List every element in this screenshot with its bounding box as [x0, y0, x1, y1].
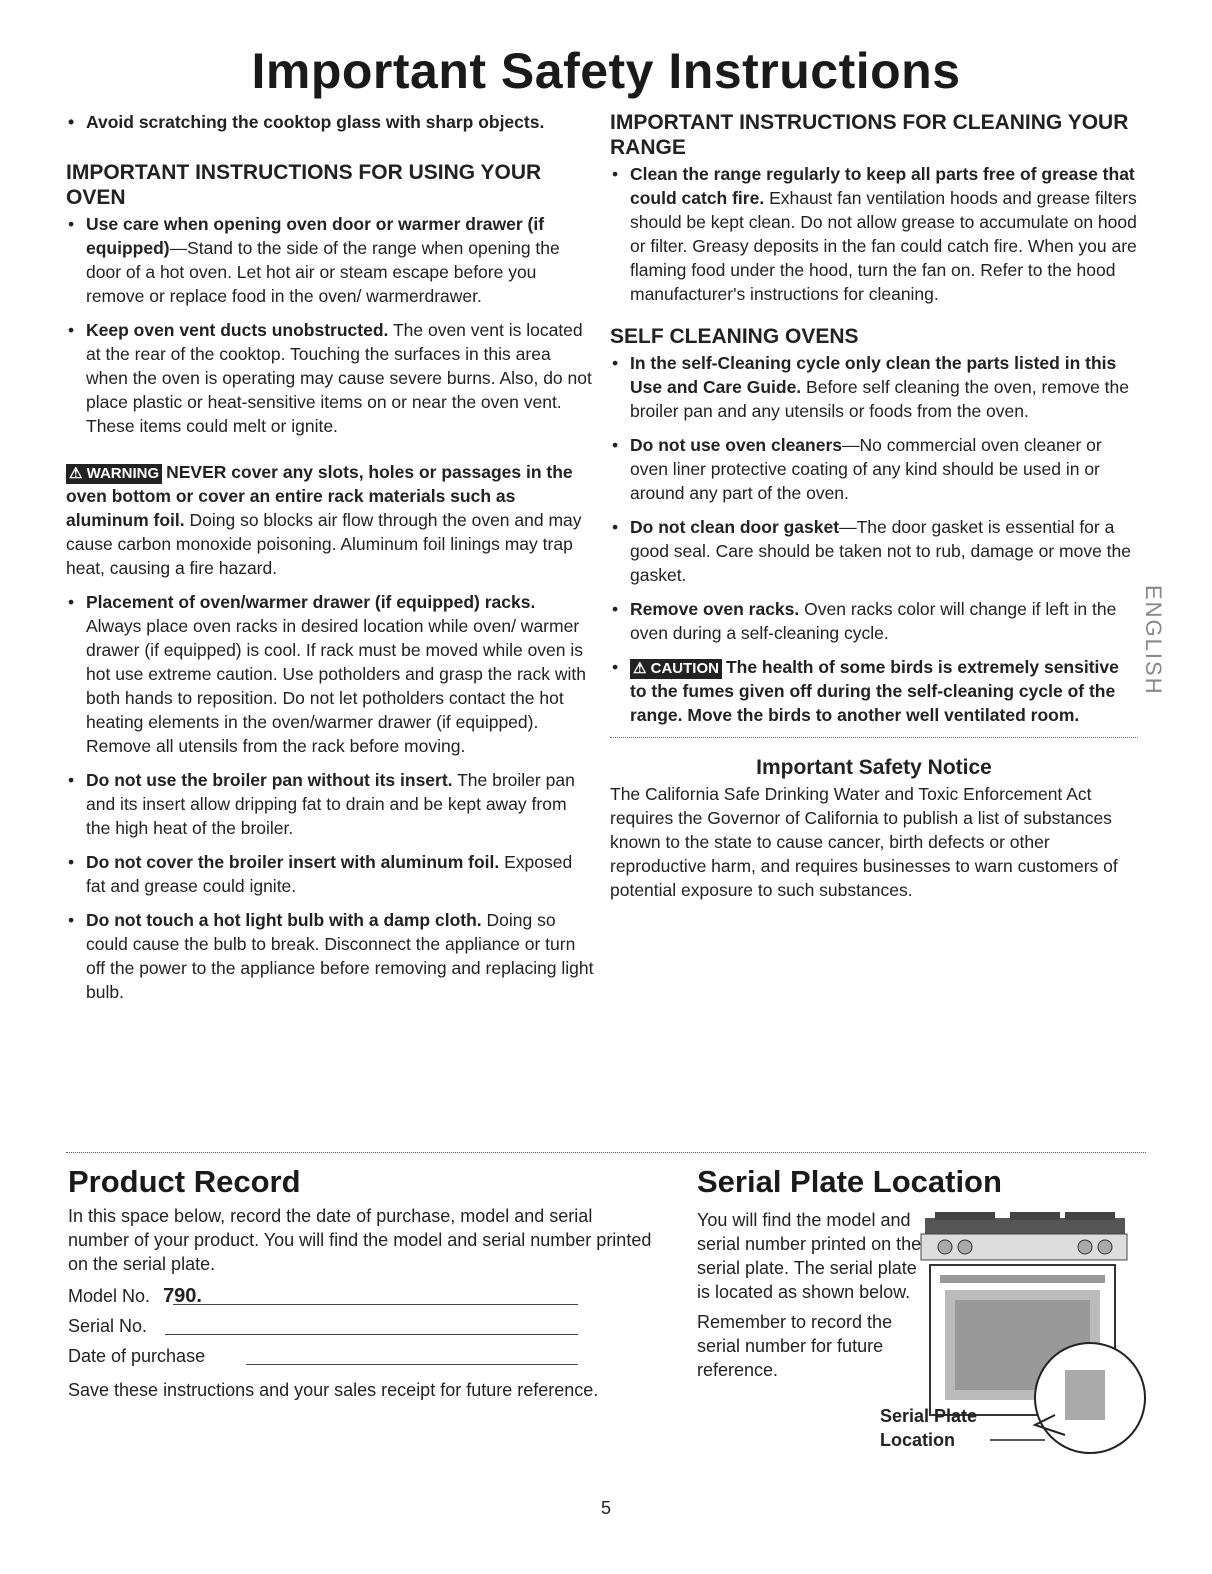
date-field[interactable]: Date of purchase [68, 1344, 578, 1374]
range-illustration [880, 1210, 1150, 1480]
left-column [66, 110, 594, 1014]
model-value: 790. [163, 1285, 202, 1307]
list-item: • Use care when opening oven door or warmer drawer (if equipped)—Stand to the side of the range when opening the door of a hot oven. Let hot air or steam escape before you remove or replace food in the oven/ warmerdrawer. [66, 212, 594, 308]
warning-badge: ⚠ WARNING [66, 464, 162, 484]
section-divider [66, 1152, 1146, 1153]
side-tab-label: ENGLISH [1141, 585, 1166, 696]
cleaning-heading: IMPORTANT INSTRUCTIONS FOR CLEANING YOUR RANGE [610, 111, 1129, 159]
caution-item: • ⚠ CAUTION The health of some birds is extremely sensitive to the fumes given off during the self-cleaning cycle of the range. Move the birds to another well ventilated room. [610, 655, 1138, 727]
list-item: • Keep oven vent ducts unobstructed. The oven vent is located at the rear of the cooktop. Touching the surfaces in this area when the oven is operating may cause severe burns. Also, do not place plastic or heat-sensitive items on or near the oven vent. These items could melt or ignite. [66, 318, 594, 438]
page-number: 5 [600, 1498, 611, 1518]
right-column [610, 110, 1138, 902]
callout-line1: Serial Plate [880, 1406, 978, 1426]
product-record [68, 1204, 668, 1402]
callout-line2: Location [880, 1430, 955, 1450]
warning-paragraph: ⚠ WARNING NEVER cover any slots, holes or passages in the oven bottom or cover an entire rack materials such as aluminum foil. Doing so blocks air flow through the oven and may cause carbon monoxide poisoning. Aluminum foil linings may trap heat, causing a fire hazard. [66, 462, 582, 578]
caution-badge: ⚠ CAUTION [630, 659, 722, 679]
self-cleaning-heading: SELF CLEANING OVENS [610, 325, 859, 348]
list-item: • Do not use oven cleaners—No commercial oven cleaner or oven liner protective coating of any kind should be used in or around any part of the oven. [610, 433, 1138, 505]
model-field[interactable]: Model No. 790. [68, 1284, 578, 1314]
serial-field[interactable]: Serial No. [68, 1314, 578, 1344]
list-item: • Do not cover the broiler insert with aluminum foil. Exposed fat and grease could ignite. [66, 850, 594, 898]
product-record-intro: In this space below, record the date of purchase, model and serial number of your product. You will find the model and serial number printed on the serial plate. [68, 1206, 652, 1274]
notice-title: Important Safety Notice [756, 756, 992, 779]
list-item: • Remove oven racks. Oven racks color will change if left in the oven during a self-cleaning cycle. [610, 597, 1138, 645]
serial-plate-title: Serial Plate Location [697, 1164, 1002, 1199]
list-item: • Placement of oven/warmer drawer (if equipped) racks. Always place oven racks in desired location while oven/ warmer drawer (if equipped) is cool. If rack must be moved while oven is hot use extreme caution. Use potholders and grasp the rack with both hands to reposition. Do not let potholders contact the hot heating elements in the oven/warmer drawer (if equipped). Remove all utensils from the rack before moving. [66, 590, 594, 758]
divider [610, 737, 1138, 738]
list-item: • Do not touch a hot light bulb with a damp cloth. Doing so could cause the bulb to break. Disconnect the appliance or turn off the power to the appliance before removing and replacing light bulb. [66, 908, 594, 1004]
list-item: • In the self-Cleaning cycle only clean the parts listed in this Use and Care Guide. Before self cleaning the oven, remove the broiler pan and any utensils or foods from the oven. [610, 351, 1138, 423]
save-text: Save these instructions and your sales receipt for future reference. [68, 1380, 599, 1400]
intro-bullet: • Avoid scratching the cooktop glass with sharp objects. [66, 110, 594, 134]
product-record-title: Product Record [68, 1164, 301, 1199]
oven-heading: IMPORTANT INSTRUCTIONS FOR USING YOUR OVEN [66, 161, 542, 209]
notice-text: The California Safe Drinking Water and Toxic Enforcement Act requires the Governor of California to publish a list of substances known to the state to cause cancer, birth defects or other reproductive harm, and requires businesses to warn customers of potential exposure to such substances. [610, 784, 1118, 900]
list-item: • Clean the range regularly to keep all parts free of grease that could catch fire. Exhaust fan ventilation hoods and grease filters should be kept clean. Do not allow grease to accumulate on hood or filter. Greasy deposits in the fan could catch fire. When you are flaming food under the hood, turn the fan on. Refer to the hood manufacturer's instructions for cleaning. [610, 162, 1138, 306]
list-item: • Do not use the broiler pan without its insert. The broiler pan and its insert allow dripping fat to drain and be kept away from the high heat of the broiler. [66, 768, 594, 840]
serial-plate-text: You will find the model and serial number printed on the serial plate. The serial plate is located as shown below. Remember to record the serial number for future reference. [697, 1210, 922, 1380]
list-item: • Do not clean door gasket—The door gasket is essential for a good seal. Care should be taken not to rub, damage or move the gasket. [610, 515, 1138, 587]
page-title: Important Safety Instructions [251, 43, 961, 99]
